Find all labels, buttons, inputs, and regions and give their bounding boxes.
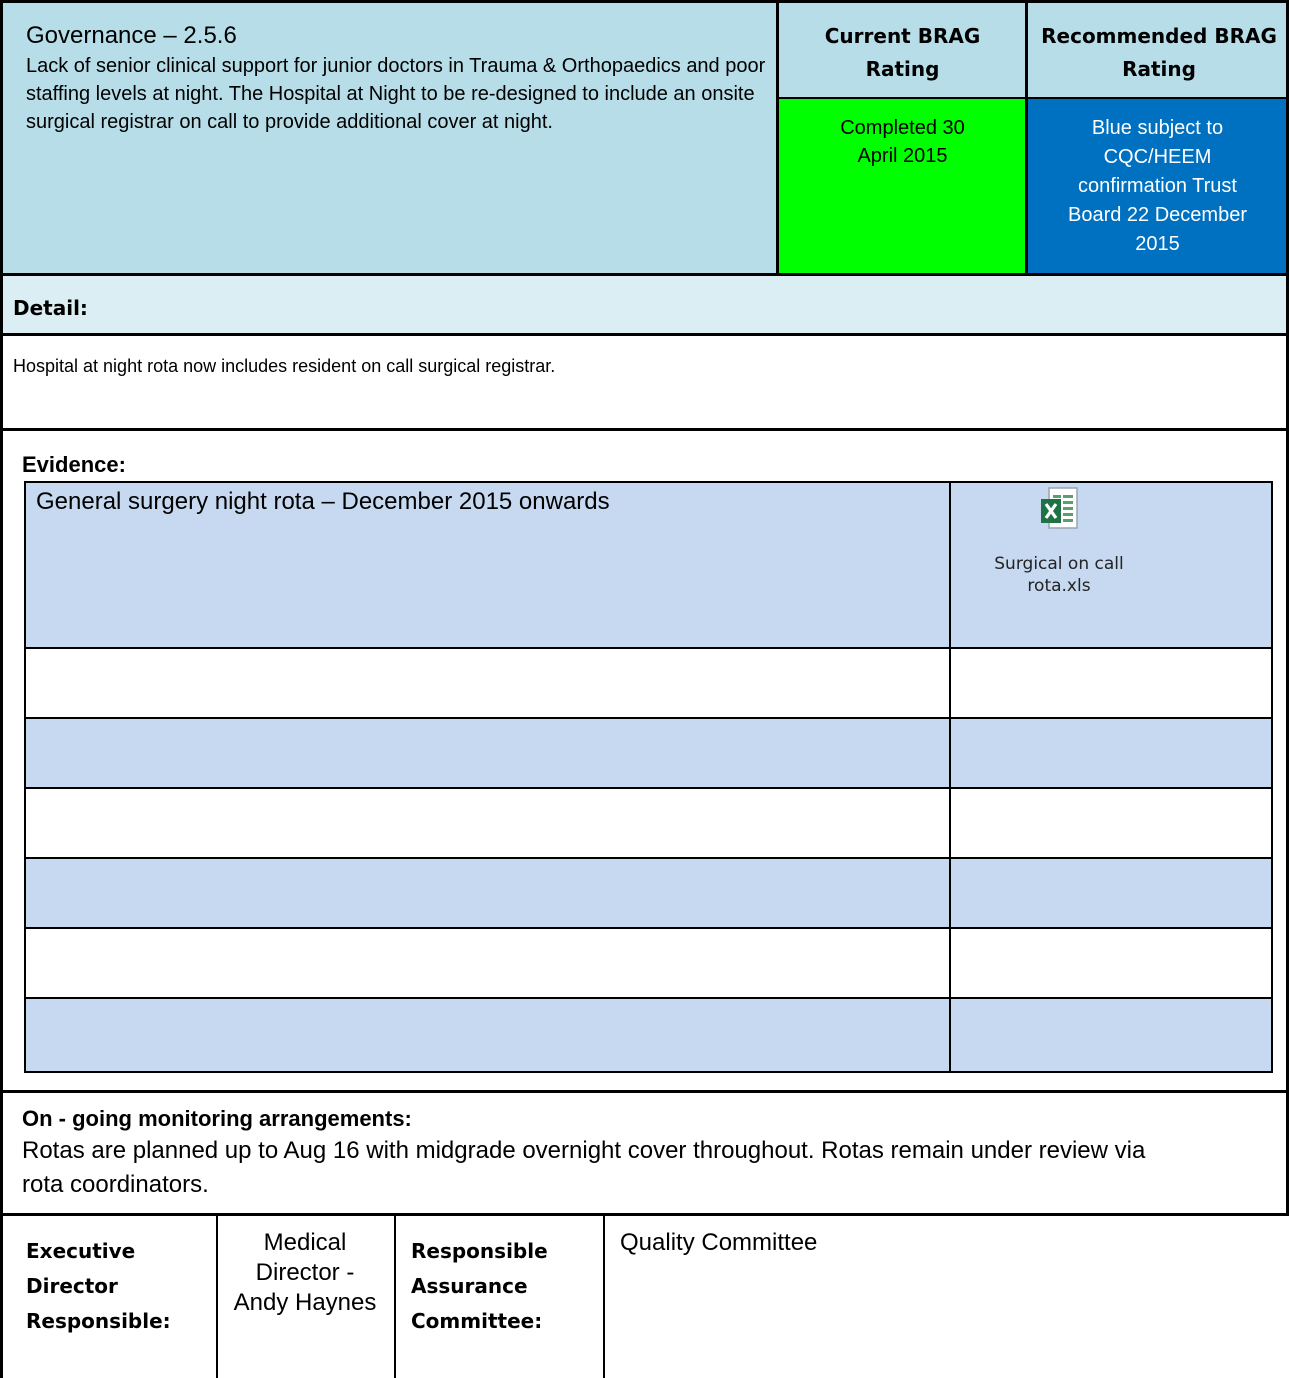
detail-heading: Detail: xyxy=(13,296,88,320)
monitoring-text: Rotas are planned up to Aug 16 with midgrade overnight cover throughout. Rotas remain under review via rota coordinators. xyxy=(22,1137,1146,1198)
evidence-row xyxy=(24,788,1273,858)
recommended-brag-label: Recommended BRAG Rating xyxy=(1041,24,1277,81)
evidence-row xyxy=(24,858,1273,928)
evidence-table xyxy=(24,481,1273,1073)
evidence-heading: Evidence: xyxy=(22,452,126,477)
evidence-attachment[interactable] xyxy=(959,487,1264,637)
evidence-item-description: General surgery night rota – December 2015 onwards xyxy=(36,488,610,515)
detail-text: Hospital at night rota now includes resident on call surgical registrar. xyxy=(13,356,556,376)
executive-director-value: Medical Director - Andy Haynes xyxy=(233,1229,377,1316)
attachment-filename: Surgical on call rota.xls xyxy=(994,554,1124,596)
monitoring-heading: On - going monitoring arrangements: xyxy=(22,1106,412,1131)
current-brag-label: Current BRAG Rating xyxy=(824,24,981,81)
detail-heading-band xyxy=(3,276,1289,333)
current-brag-value: Completed 30 April 2015 xyxy=(840,117,965,167)
recommended-brag-value: Blue subject to CQC/HEEM confirmation Trust Board 22 December 2015 xyxy=(1068,117,1247,255)
assurance-committee-value: Quality Committee xyxy=(620,1229,818,1256)
evidence-row xyxy=(24,648,1273,718)
assurance-committee-label: Responsible Assurance Committee: xyxy=(411,1239,548,1333)
evidence-row xyxy=(24,718,1273,788)
governance-description: Lack of senior clinical support for junior doctors in Trauma & Orthopaedics and poor staffing levels at night. The Hospital at Night to be re-designed to include an onsite surgical registrar on call to provide additional cover at night. xyxy=(26,55,766,133)
governance-title: Governance – 2.5.6 xyxy=(26,22,237,49)
excel-file-icon xyxy=(1039,487,1079,531)
evidence-row xyxy=(24,998,1273,1071)
executive-director-label: Executive Director Responsible: xyxy=(26,1239,171,1333)
evidence-row xyxy=(24,928,1273,998)
